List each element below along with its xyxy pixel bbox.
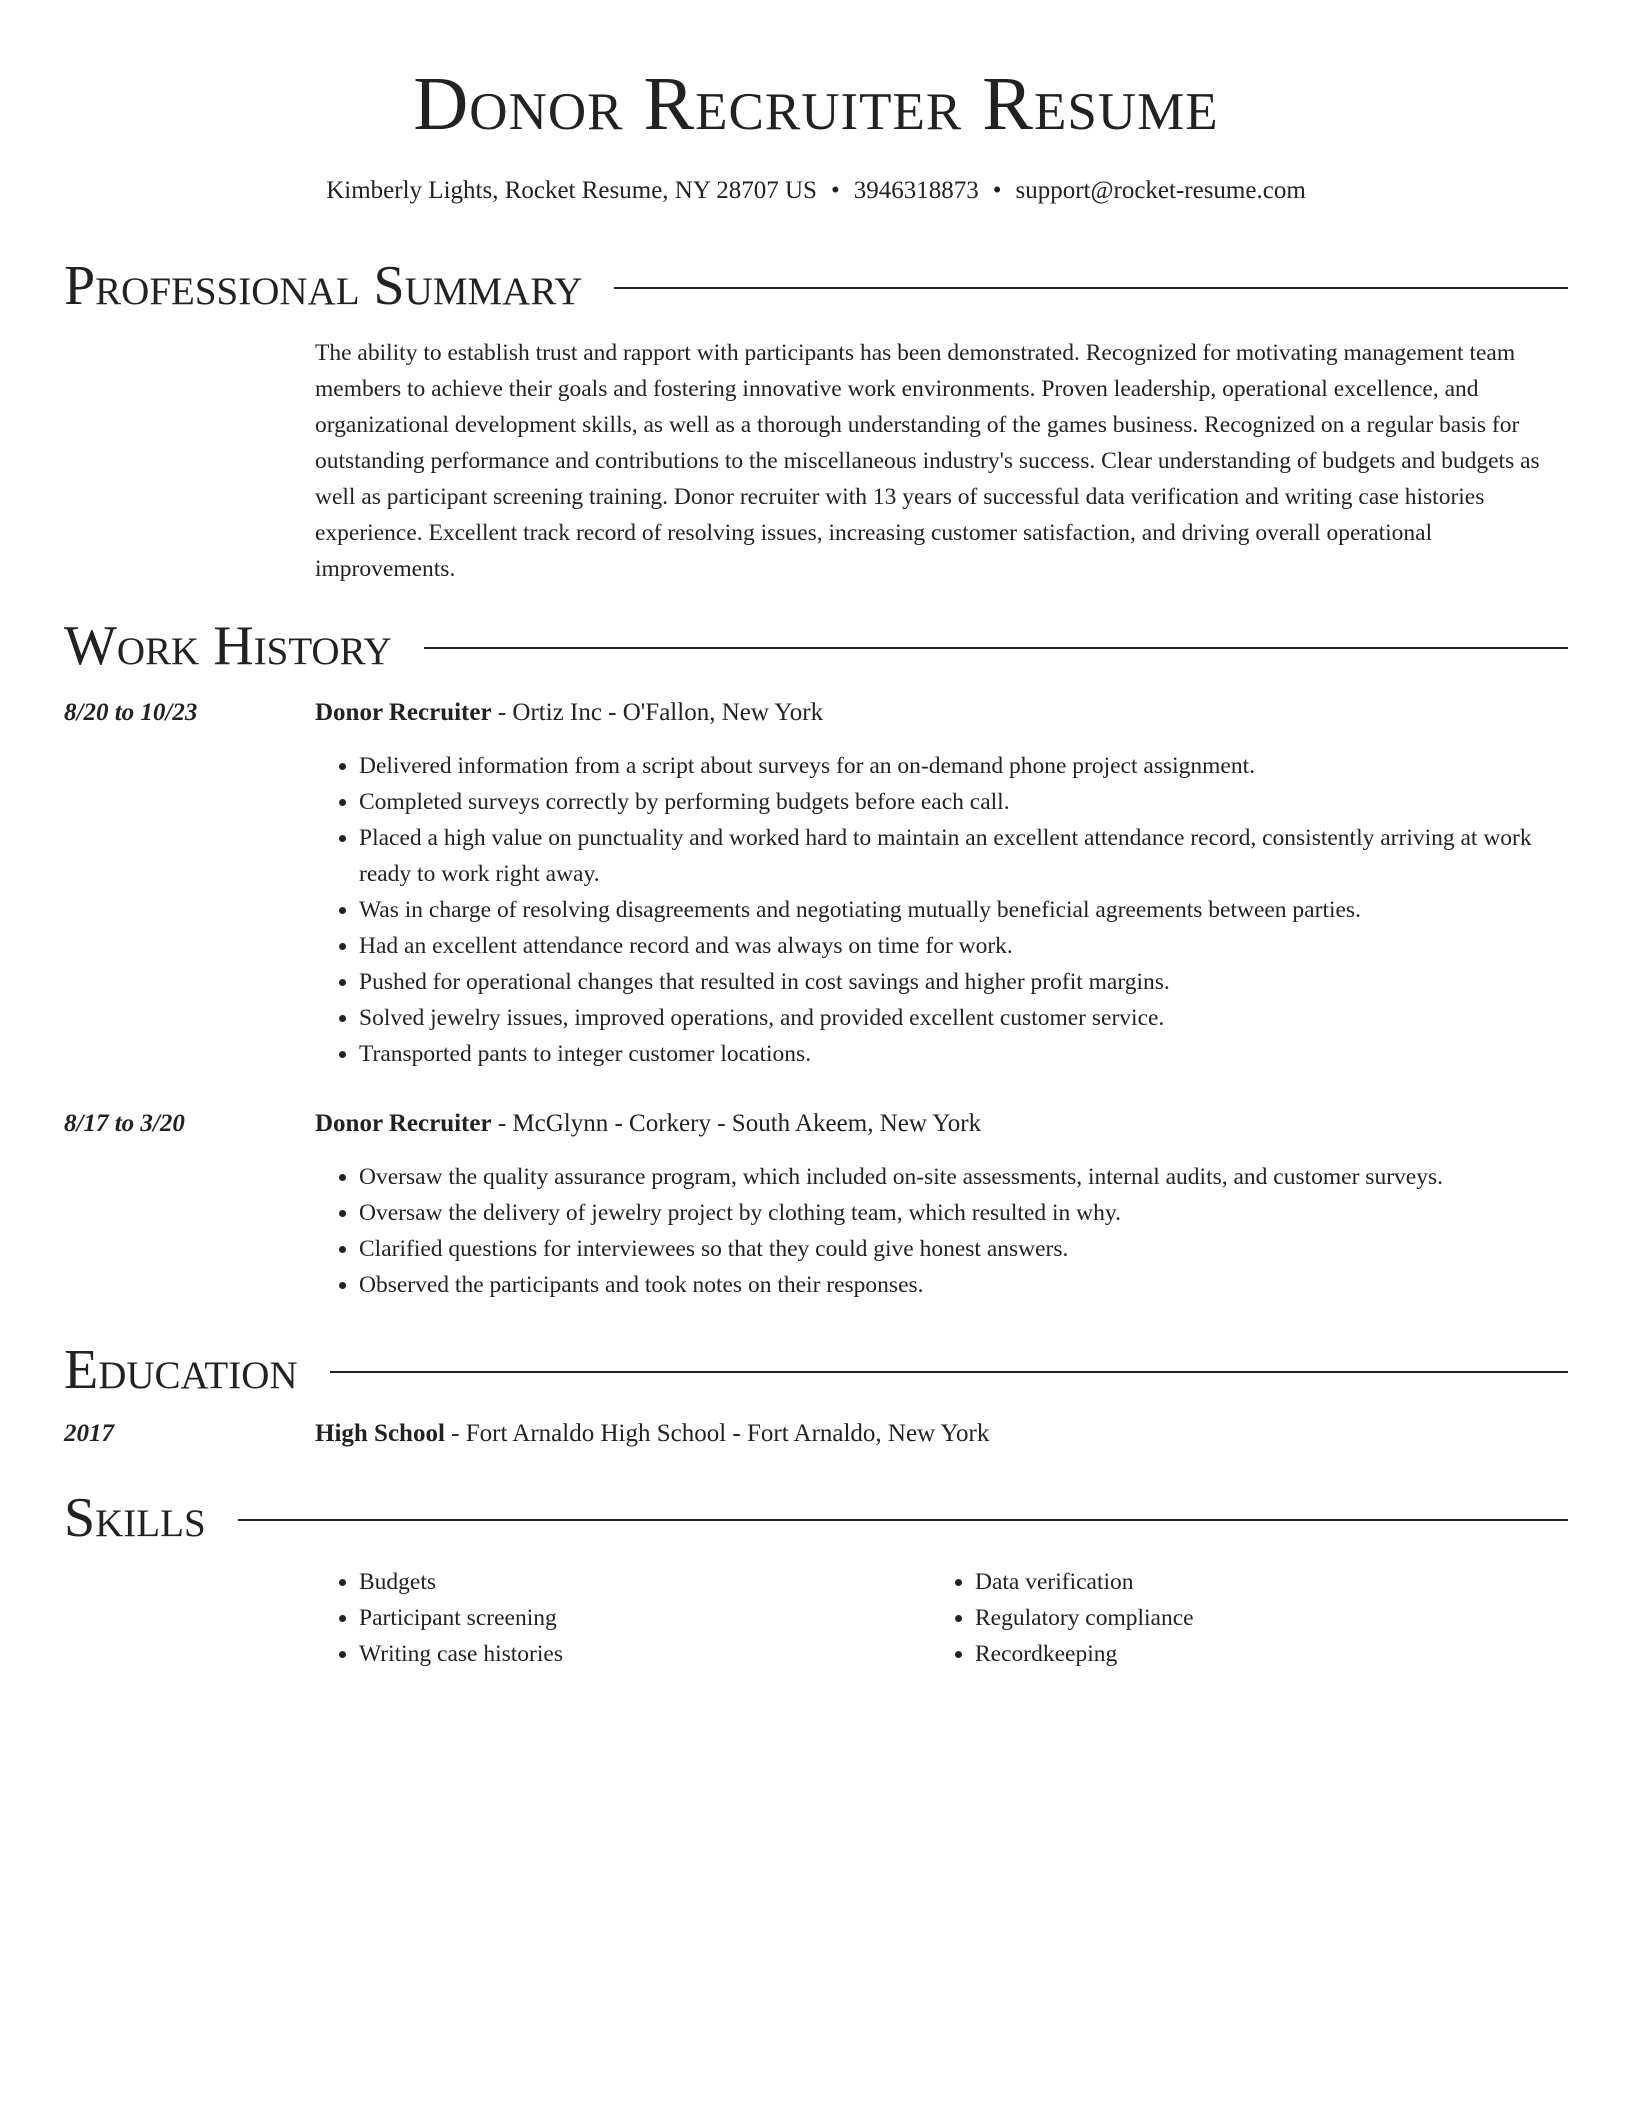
job-bullet: • Completed surveys correctly by performing budgets before each call. <box>359 784 1568 820</box>
education-title <box>315 1418 1568 1450</box>
summary-heading: Professional Summary <box>64 255 583 317</box>
job-bullet: • Clarified questions for interviewees so that they could give honest answers. <box>359 1231 1568 1267</box>
summary-section-header <box>64 254 1568 318</box>
job-bullet: • Solved jewelry issues, improved operations, and provided excellent customer service. <box>359 1000 1568 1036</box>
job-bullet: • Pushed for operational changes that resulted in cost savings and higher profit margins. <box>359 964 1568 1000</box>
skills-list-left <box>315 1564 915 1672</box>
job-bullet: • Oversaw the quality assurance program, which included on-site assessments, internal audits, and customer surveys. <box>359 1159 1568 1195</box>
skills-heading: Skills <box>64 1487 206 1549</box>
job-bullet: • Delivered information from a script about surveys for an on-demand phone project assignment. <box>359 748 1568 784</box>
contact-email: support@rocket-resume.com <box>1015 177 1306 204</box>
job-title <box>315 697 1568 729</box>
job-role: Donor Recruiter <box>315 1110 492 1137</box>
skill-item: • Participant screening <box>359 1600 915 1636</box>
contact-separator: • <box>992 177 1002 204</box>
contact-separator: • <box>830 177 840 204</box>
education-year: 2017 <box>64 1420 114 1447</box>
resume-title: Donor Recruiter Resume <box>413 62 1219 146</box>
contact-line <box>64 175 1568 207</box>
job-bullets <box>315 748 1568 1072</box>
contact-address: Kimberly Lights, Rocket Resume, NY 28707 US <box>326 177 817 204</box>
section-divider <box>330 1371 1568 1373</box>
job-bullet: • Transported pants to integer customer locations. <box>359 1036 1568 1072</box>
education-degree: High School <box>315 1420 445 1447</box>
job-dates: 8/20 to 10/23 <box>64 699 198 726</box>
job-bullet: • Oversaw the delivery of jewelry project by clothing team, which resulted in why. <box>359 1195 1568 1231</box>
summary-text: The ability to establish trust and rapport with participants has been demonstrated. Recognized for motivating management team members to achieve their goals and fostering innovative work environments. Proven leadership, operational excellence, and organizational development skills, as well as a thorough understanding of the games business. Recognized on a regular basis for outstanding performance and contributions to the miscellaneous industry's success. Clear understanding of budgets and budgets as well as participant screening training. Donor recruiter with 13 years of successful data verification and writing case histories experience. Excellent track record of resolving issues, increasing customer satisfaction, and driving overall operational improvements. <box>315 340 1540 582</box>
skill-item: • Budgets <box>359 1564 915 1600</box>
job-bullets <box>315 1159 1568 1303</box>
job-title <box>315 1108 1568 1140</box>
section-divider <box>614 287 1568 289</box>
job-role: Donor Recruiter <box>315 699 492 726</box>
skills-section-header <box>64 1486 1568 1550</box>
job-details: - Ortiz Inc - O'Fallon, New York <box>491 699 824 726</box>
work-heading: Work History <box>64 615 392 677</box>
job-details: - McGlynn - Corkery - South Akeem, New York <box>491 1110 982 1137</box>
education-heading: Education <box>64 1339 298 1401</box>
section-divider <box>238 1519 1568 1521</box>
education-section-header <box>64 1338 1568 1402</box>
contact-phone: 3946318873 <box>853 177 979 204</box>
skill-item: • Recordkeeping <box>975 1636 1531 1672</box>
skill-item: • Regulatory compliance <box>975 1600 1531 1636</box>
section-divider <box>424 647 1568 649</box>
job-bullet: • Had an excellent attendance record and was always on time for work. <box>359 928 1568 964</box>
job-bullet: • Placed a high value on punctuality and worked hard to maintain an excellent attendance record, consistently arriving at work ready to work right away. <box>359 820 1568 892</box>
skills-list-right <box>931 1564 1531 1672</box>
job-bullet: • Was in charge of resolving disagreements and negotiating mutually beneficial agreements between parties. <box>359 892 1568 928</box>
education-details: - Fort Arnaldo High School - Fort Arnaldo, New York <box>444 1420 990 1447</box>
skill-item: • Writing case histories <box>359 1636 915 1672</box>
work-section-header <box>64 614 1568 678</box>
skill-item: • Data verification <box>975 1564 1531 1600</box>
job-dates: 8/17 to 3/20 <box>64 1110 185 1137</box>
job-bullet: • Observed the participants and took notes on their responses. <box>359 1267 1568 1303</box>
